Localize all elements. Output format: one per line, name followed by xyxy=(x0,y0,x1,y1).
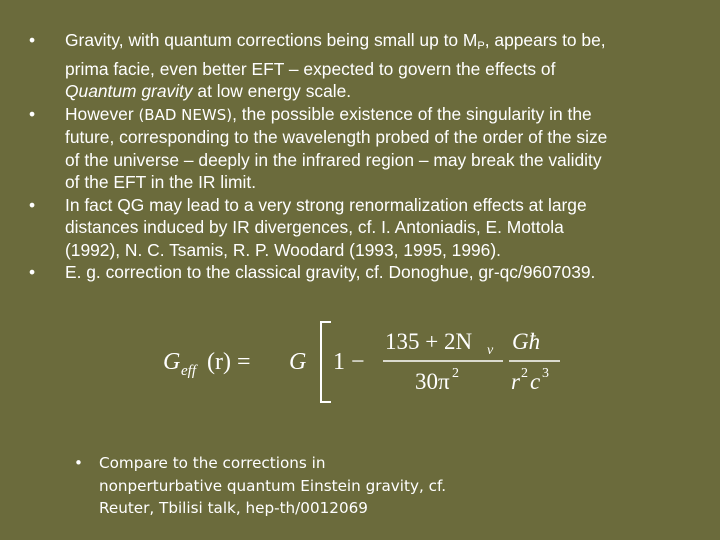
bullet-line: distances induced by IR divergences, cf. I. Antoniadis, E. Mottola xyxy=(65,217,564,237)
eq-numerator-1: 135 + 2N xyxy=(385,329,473,354)
bullet-line: (1992), N. C. Tsamis, R. P. Woodard (1993, 1995, 1996). xyxy=(65,239,501,260)
left-bracket xyxy=(321,322,331,402)
eq-lhs-sub: eff xyxy=(181,363,196,379)
compare-line: nonperturbative quantum Einstein gravity, cf. xyxy=(99,476,447,495)
eq-denominator-1: 30π xyxy=(415,369,450,394)
eq-lhs-g: G xyxy=(163,349,181,375)
bullet-text: However xyxy=(65,103,139,124)
bullet-dot: • xyxy=(28,262,36,282)
eq-c-sup: 3 xyxy=(542,366,549,381)
bullet-dot: • xyxy=(28,103,36,124)
bullet-line xyxy=(65,103,696,127)
bullet-dot: • xyxy=(74,454,83,472)
bullet-line: E. g. correction to the classical gravity, cf. Donoghue, gr-qc/9607039. xyxy=(65,262,596,282)
eq-rhs-g: G xyxy=(289,349,307,375)
bullet-renormalization xyxy=(26,194,696,262)
bullet-text: , the possible existence of the singularity in the xyxy=(232,103,592,124)
eq-den2-r: r xyxy=(511,369,520,394)
bullet-line: of the EFT in the IR limit. xyxy=(65,172,257,192)
eq-lhs-arg: (r) = xyxy=(207,349,251,375)
bullet-line: of the universe – deeply in the infrared region – may break the validity xyxy=(65,149,602,170)
effective-gravity-equation xyxy=(163,317,573,407)
bullet-line: prima facie, even better EFT – expected to govern the effects of xyxy=(65,58,556,79)
bullet-text: at low energy scale. xyxy=(192,81,352,101)
eq-one-minus: 1 − xyxy=(333,349,365,375)
eq-numerator-2: Għ xyxy=(512,329,541,354)
main-bullet-list xyxy=(26,29,696,284)
compare-line: Reuter, Tbilisi talk, hep-th/0012069 xyxy=(99,499,368,517)
bullet-dot: • xyxy=(28,30,36,50)
eq-pi-sup: 2 xyxy=(452,366,459,381)
bullet-line: future, corresponding to the wavelength probed of the order of the size xyxy=(65,127,608,147)
bullet-gravity-eft xyxy=(26,29,696,103)
bullet-dot: • xyxy=(28,194,36,215)
compare-lines xyxy=(74,452,554,520)
compare-note xyxy=(74,452,554,520)
eq-nu-sub: ν xyxy=(487,343,494,358)
bullet-text: Gravity, with quantum corrections being small up to M xyxy=(65,30,478,50)
planck-subscript: P xyxy=(477,40,485,52)
eq-den2-c: c xyxy=(530,369,541,394)
quantum-gravity-italic: Quantum gravity xyxy=(65,81,193,101)
bad-news-label: (BAD NEWS) xyxy=(138,105,233,124)
bullet-bad-news xyxy=(26,103,696,194)
eq-r-sup: 2 xyxy=(521,366,528,381)
bullet-line xyxy=(65,29,696,58)
bullet-donoghue xyxy=(26,261,696,284)
compare-line: Compare to the corrections in xyxy=(99,454,326,472)
bullet-line: In fact QG may lead to a very strong renormalization effects at large xyxy=(65,194,587,215)
bullet-text: , appears to be, xyxy=(484,30,606,50)
bullet-line xyxy=(65,80,696,103)
